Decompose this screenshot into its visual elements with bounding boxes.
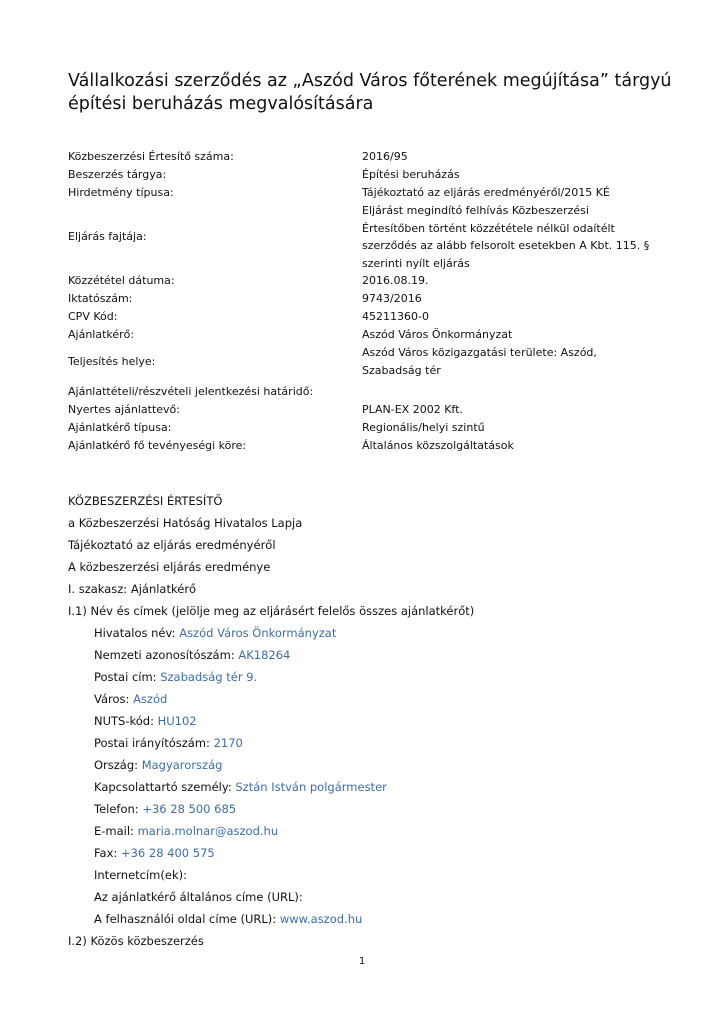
meta-value: Regionális/helyi szintű	[362, 421, 485, 434]
field-label: Ország:	[94, 758, 142, 772]
field-general-url	[68, 886, 688, 908]
notice-heading: KÖZBESZERZÉSI ÉRTESÍTŐ	[68, 494, 223, 508]
meta-value: Aszód Város Önkormányzat	[362, 328, 513, 341]
field-label: Internetcím(ek):	[94, 868, 187, 882]
field-label: Telefon:	[94, 802, 143, 816]
field-official-name	[68, 622, 688, 644]
field-label: Postai irányítószám:	[94, 736, 214, 750]
meta-label: Ajánlatkérő:	[68, 328, 135, 341]
meta-label: Ajánlatkérő fő tevényeségi köre:	[68, 439, 247, 452]
field-label: Város:	[94, 692, 134, 706]
field-national-id	[68, 644, 688, 666]
meta-row-reg-number	[68, 290, 688, 308]
meta-row-notice-type	[68, 184, 688, 202]
subsection-title: I.1) Név és címek (jelölje meg az eljárásért felelős összes ajánlatkérőt)	[68, 604, 475, 618]
meta-table	[68, 148, 688, 455]
field-buyer-profile-url	[68, 908, 688, 930]
field-value: Aszód Város Önkormányzat	[179, 626, 337, 640]
notice-subheading: Tájékoztató az eljárás eredményéről	[68, 538, 276, 552]
field-value: Magyarország	[141, 758, 223, 772]
notice-subheading: A közbeszerzési eljárás eredménye	[68, 560, 271, 574]
field-value: HU102	[157, 714, 197, 728]
field-label: Nemzeti azonosítószám:	[94, 648, 239, 662]
notice-subheading: a Közbeszerzési Hatóság Hivatalos Lapja	[68, 516, 303, 530]
field-label: NUTS-kód:	[94, 714, 158, 728]
field-label: Az ajánlatkérő általános címe (URL):	[94, 890, 303, 904]
meta-row-contracting-authority	[68, 326, 688, 344]
section-title: I. szakasz: Ajánlatkérő	[68, 582, 197, 596]
meta-value: Aszód Város közigazgatási területe: Aszód, Szabadság tér	[362, 346, 597, 377]
meta-label: Teljesítés helye:	[68, 354, 156, 368]
field-value: Aszód	[133, 692, 168, 706]
field-label: Postai cím:	[94, 670, 161, 684]
field-label: Fax:	[94, 846, 121, 860]
meta-label: Beszerzés tárgya:	[68, 168, 167, 181]
field-internet-addresses	[68, 864, 688, 886]
field-value: Szabadság tér 9.	[160, 670, 258, 684]
field-label: A felhasználói oldal címe (URL):	[94, 912, 280, 926]
field-postal-code	[68, 732, 688, 754]
meta-row-place	[68, 344, 688, 379]
field-value: 2170	[213, 736, 243, 750]
meta-label: Közbeszerzési Értesítő száma:	[68, 150, 234, 163]
field-label: E-mail:	[94, 824, 138, 838]
meta-value: Építési beruházás	[362, 168, 460, 181]
meta-value: 45211360-0	[362, 310, 429, 323]
meta-row-procedure-type	[68, 202, 688, 272]
meta-label: Iktatószám:	[68, 292, 133, 305]
meta-value: 9743/2016	[362, 292, 422, 305]
subsection-title: I.2) Közös közbeszerzés	[68, 934, 204, 948]
document-title: Vállalkozási szerződés az „Aszód Város főterének megújítása” tárgyú építési beruházás megvalósítására	[68, 71, 672, 114]
meta-row-deadline	[68, 383, 688, 401]
field-label: Hivatalos név:	[94, 626, 180, 640]
meta-value: PLAN-EX 2002 Kft.	[362, 403, 463, 416]
website-link[interactable]: www.aszod.hu	[279, 912, 363, 926]
meta-value: Általános közszolgáltatások	[362, 439, 514, 452]
meta-label: Ajánlatkérő típusa:	[68, 421, 172, 434]
meta-row-cpv	[68, 308, 688, 326]
field-value[interactable]: +36 28 500 685	[142, 802, 237, 816]
page-number: 1	[358, 956, 366, 967]
meta-value: 2016.08.19.	[362, 274, 429, 287]
meta-label: Közzététel dátuma:	[68, 274, 175, 287]
meta-row-authority-type	[68, 419, 688, 437]
meta-row-subject	[68, 166, 688, 184]
field-value: AK18264	[238, 648, 291, 662]
meta-row-ke-number	[68, 148, 688, 166]
field-postal-address	[68, 666, 688, 688]
meta-row-winner	[68, 401, 688, 419]
field-value: +36 28 400 575	[120, 846, 215, 860]
field-contact-person	[68, 776, 688, 798]
meta-value	[362, 383, 652, 401]
meta-value: Tájékoztató az eljárás eredményéről/2015 KÉ	[362, 186, 610, 199]
field-city	[68, 688, 688, 710]
email-link[interactable]: maria.molnar@aszod.hu	[137, 824, 279, 838]
meta-label: Nyertes ajánlattevő:	[68, 403, 180, 416]
meta-label: Eljárás fajtája:	[68, 230, 147, 243]
meta-label: Hirdetmény típusa:	[68, 186, 174, 199]
field-country	[68, 754, 688, 776]
field-phone	[68, 798, 688, 820]
field-fax	[68, 842, 688, 864]
field-email	[68, 820, 688, 842]
meta-value: Eljárást megindító felhívás Közbeszerzési Értesítőben történt közzététele nélkül odaítélt szerződés az alább felsorolt esetekben A Kbt. 115. § szerinti nyílt eljárás	[362, 204, 650, 270]
field-label: Kapcsolattartó személy:	[94, 780, 236, 794]
meta-label: Ajánlattételi/részvételi jelentkezési határidő:	[68, 385, 314, 398]
meta-value: 2016/95	[362, 150, 408, 163]
meta-row-publish-date	[68, 272, 688, 290]
notice-section	[68, 490, 688, 952]
meta-label: CPV Kód:	[68, 310, 118, 323]
field-value: Sztán István polgármester	[235, 780, 387, 794]
field-nuts-code	[68, 710, 688, 732]
meta-row-main-activity	[68, 437, 688, 455]
